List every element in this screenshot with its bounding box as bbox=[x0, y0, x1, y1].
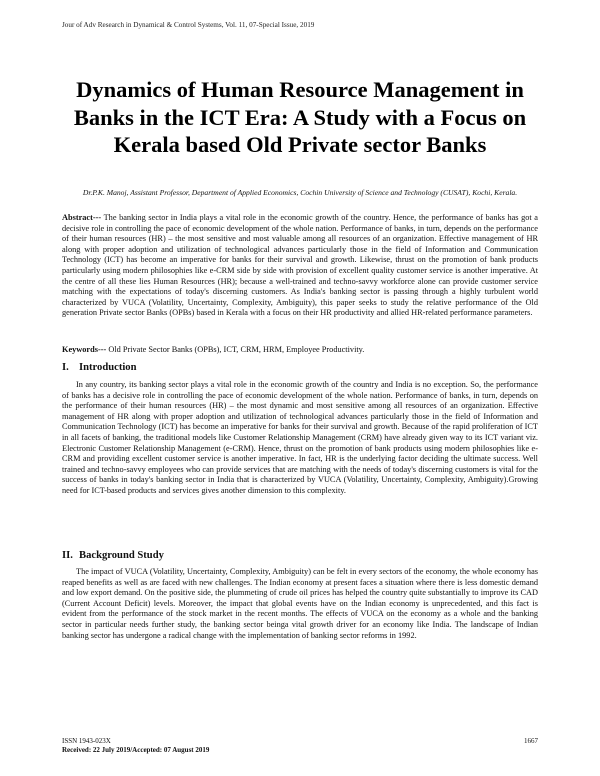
background-study-paragraph: The impact of VUCA (Volatility, Uncertainty, Complexity, Ambiguity) can be felt in every sectors of the economy, the whole economy has reaped benefits as well as are faced with new challenges. The Indian economy at present faces a situation where there is less domestic demand and low export demand. On the positive side, the plummeting of crude oil prices has helped the country quite substantially to improve its CAD (Current Account Deficit) levels. Moreover, the impact that global events have on the Indian economy is unprecedented, and this fact is evident from the performance of the stock market in the recent months. The effects of VUCA on the economy as a whole and the banking sector in particular needs further study, the banking sector beinga vital growth driver for an economy like India. The landscape of Indian banking sector has undergone a radical change with the implementation of banking sector reforms in 1992. bbox=[62, 567, 538, 640]
abstract bbox=[62, 213, 538, 319]
author-affiliation: Dr.P.K. Manoj, Assistant Professor, Department of Applied Economics, Cochin University of Science and Technology (CUSAT), Kochi, Kerala. bbox=[82, 188, 518, 197]
keywords-label: Keywords--- bbox=[62, 345, 107, 354]
abstract-label: Abstract--- bbox=[62, 213, 102, 222]
section-heading-background-study bbox=[62, 550, 538, 562]
section-title: Introduction bbox=[79, 362, 137, 373]
section-number: II. bbox=[62, 550, 73, 561]
section-number: I. bbox=[62, 362, 69, 373]
introduction-paragraph: In any country, its banking sector plays a vital role in the economic growth of the country and India is no exception. So, the performance of banks has a decisive role in controlling the pace of economic development of the whole nation. Performance of banks, in turn, depends on the performance of their human resources (HR) – the most dynamic and most sensitive among all resources of an organization. Effective management of HR along with proper adoption and utilization of technological advances particularly those in the field of Information and Communication Technology (ICT) has become an imperative for banks for their survival and growth. Because of the rapid proliferation of ICT in all facets of banking, the traditional models like Customer Relationship Management (CRM) have already given way to its ICT variant viz. Electronic Customer Relationship Management (e-CRM). Hence, thrust on the promotion of bank products using modern philosophies like e-CRM and providing excellent customer service is another imperative. In fact, HR is the underlying factor deciding the ultimate success. Well trained and techno-savvy employees who can provide services that are matching with the needs of today's discerning customers is vital for the success of banks in today's banking sector in India that is characterized by VUCA (Volatility, Uncertainty, Complexity, Ambiguity).Growing need for ICT-based products and services gives another dimension to this complexity. bbox=[62, 380, 538, 495]
issn: ISSN 1943-023X bbox=[62, 737, 111, 745]
keywords-text: Old Private Sector Banks (OPBs), ICT, CRM, HRM, Employee Productivity. bbox=[108, 345, 365, 354]
journal-header: Jour of Adv Research in Dynamical & Control Systems, Vol. 11, 07-Special Issue, 2019 bbox=[62, 21, 315, 29]
section-heading-introduction bbox=[62, 362, 538, 374]
section-title: Background Study bbox=[79, 550, 164, 561]
keywords bbox=[62, 345, 538, 356]
page-number: 1667 bbox=[524, 737, 538, 745]
paper-title: Dynamics of Human Resource Management in Banks in the ICT Era: A Study with a Focus on Kerala based Old Private sector Banks bbox=[73, 77, 527, 157]
abstract-text: The banking sector in India plays a vital role in the economic growth of the country. Hence, the performance of banks has got a decisive role in controlling the pace of economic development of the whole nation. Performance of banks, in turn, depends on the performance of their human resources (HR) – the most sensitive and most valuable among all resources of an organization. Effective management of HR along with proper adoption and utilization of technological advances particularly those in the field of Information and Communication Technology (ICT) has become an imperative for banks for their survival and growth. Likewise, thrust on the promotion of bank products particularly using modern philosophies like e-CRM side by side with provision of excellent quality customer service is another imperative. At the centre of all these lies Human Resources (HR); because a well-trained and techno-savvy workforce alone can provide customer service matching with the expectations of today's discerning customers. As India's banking sector is passing through a highly turbulent world characterized by VUCA (Volatility, Uncertainty, Complexity, Ambiguity), this paper seeks to study the relative performance of the Old generation Private sector Banks (OPBs) based in Kerala with a focus on their HR productivity and allied HR-related performance parameters. bbox=[62, 213, 538, 318]
received-accepted-dates: Received: 22 July 2019/Accepted: 07 August 2019 bbox=[62, 746, 210, 754]
